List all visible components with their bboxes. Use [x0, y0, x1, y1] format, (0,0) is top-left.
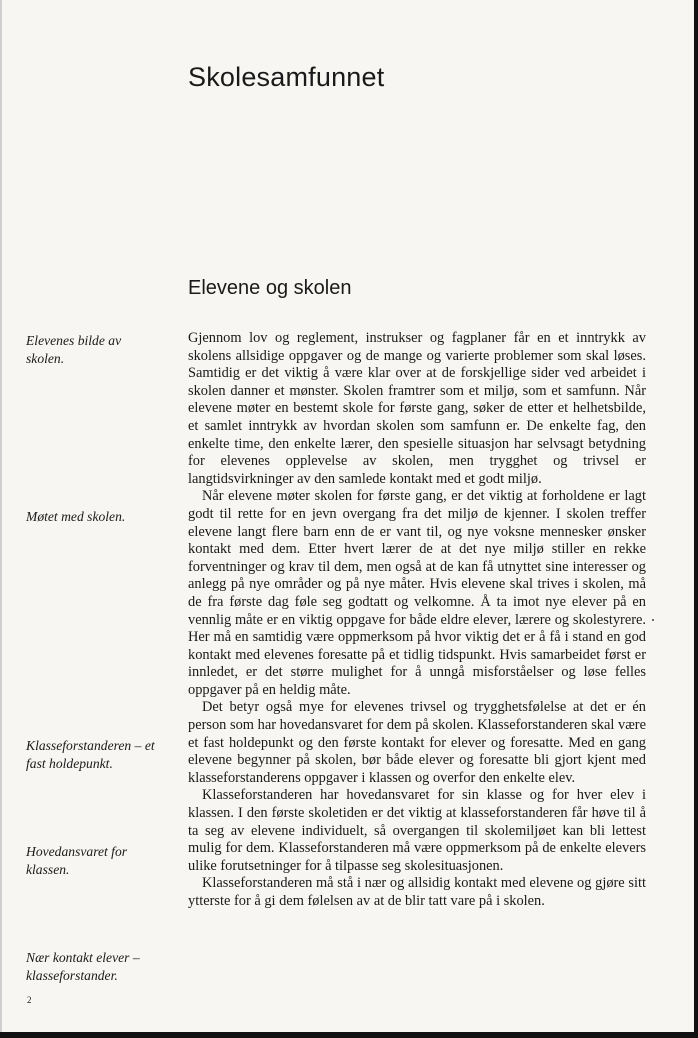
margin-note-elevenes-bilde: Elevenes bilde av skolen.: [26, 333, 122, 366]
paragraph: Når elevene møter skolen for første gang, er det viktig at forholdene er lagt godt til rette for en jevn overgang fra det miljø de kjenner. I skolen treffer elevene langt flere barn enn de er vant til, og nye voksne mennesker ønsker kontakt med dem. Etter hvert lærer de at det nye miljø stiller en rekke forventninger og krav til dem, men også at de kan få utnyttet sine interesser og anlegg på nye områder og på nye måter. Hvis elevene skal trives i skolen, må de fra første dag føle seg godtatt og velkomne. Å ta imot nye elever på en vennlig måte er en viktig oppgave for både eldre elever, lærere og skolestyrere. Her må en samtidig være oppmerksom på hvor viktig det er å få i stand en god kontakt med elevenes foresatte på et tidlig tidspunkt. Hvis samarbeidet først er innledet, er det større mulighet for å unngå misforståelser og løse felles oppgaver på en heldig måte.: [188, 488, 646, 698]
page-title: Skolesamfunnet: [188, 62, 385, 92]
margin-note-klasseforstanderen: Klasseforstanderen – et fast holdepunkt.: [26, 738, 155, 771]
margin-note-hovedansvaret: Hovedansvaret for klassen.: [26, 844, 128, 877]
section-heading: Elevene og skolen: [188, 277, 352, 299]
margin-note-motet: Møtet med skolen.: [26, 509, 126, 524]
margin-note-naer-kontakt: Nær kontakt elever – klasseforstander.: [26, 950, 140, 983]
paragraph: Klasseforstanderen har hovedansvaret for sin klasse og for hver elev i klassen. I den første skoletiden er det viktig at klasseforstanderen får høve til å ta seg av elevene individuelt, så overgangen til skolemiljøet kan bli lettest mulig for dem. Klasseforstanderen må være oppmerksom på de enkelte elevers ulike forutsetninger for å tilpasse seg skolesituasjonen.: [188, 787, 646, 874]
print-speck: [652, 619, 654, 621]
body-text: [188, 330, 646, 911]
page-number: 2: [27, 995, 32, 1005]
paragraph: Gjennom lov og reglement, instrukser og fagplaner får en et inntrykk av skolens allsidige oppgaver og de mange og varierte problemer som skal løses. Samtidig er det viktig å være klar over at de forskjellige sider ved arbeidet i skolen danner et mønster. Skolen framtrer som et miljø, som et samfunn. Når elevene møter en bestemt skole for første gang, søker de etter et helhetsbilde, et samlet inntrykk av hvordan skolen som samfunn er. De enkelte fag, den enkelte time, den enkelte lærer, den spesielle situasjon har selvsagt betydning for elevenes opplevelse av skolen, men trygghet og trivsel er langtidsvirkninger av den samlede kontakt med et godt miljø.: [188, 330, 646, 487]
page-bottom-edge: [0, 1032, 698, 1038]
page-left-edge: [0, 0, 2, 1038]
paragraph: Det betyr også mye for elevenes trivsel og trygghetsfølelse at det er én person som har hovedansvaret for dem på skolen. Klasseforstanderen skal være et fast holdepunkt og den første kontakt for elever og foresatte. Med en gang elevene begynner på skolen, bør både elever og foresatte bli gjort kjent med klasseforstanderens oppgaver i klassen og overfor den enkelte elev.: [188, 699, 646, 786]
paragraph: Klasseforstanderen må stå i nær og allsidig kontakt med elevene og gjøre sitt ytterste for å gi dem følelsen av at de blir tatt vare på i skolen.: [188, 875, 646, 909]
page-right-edge: [694, 0, 698, 1038]
